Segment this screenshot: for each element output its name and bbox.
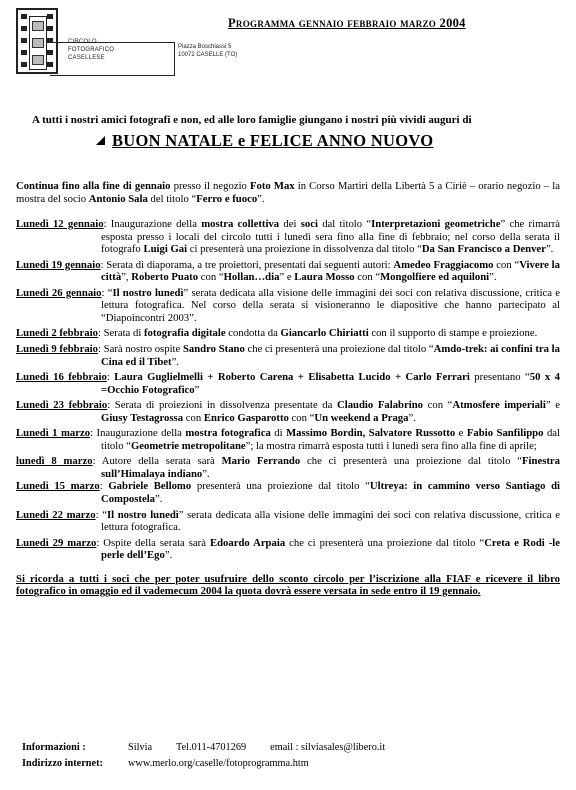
event-entry: [16, 327, 560, 340]
event-highlight: Geometrie metropolitane: [130, 439, 246, 452]
event-highlight: Fabio Sanfilippo: [466, 427, 544, 440]
event-highlight: fotografia digitale: [143, 327, 226, 340]
event-text: : Inaugurazione della: [90, 427, 186, 440]
event-date: Lunedì 12 gennaio: [16, 218, 104, 231]
event-entry: [16, 537, 560, 562]
event-entry: [16, 455, 560, 480]
event-entry: [16, 287, 560, 325]
event-entry: [16, 218, 560, 256]
event-entry: [16, 343, 560, 368]
event-highlight: Massimo Bordin, Salvatore Russotto: [286, 427, 456, 440]
event-highlight: Roberto Puato: [131, 271, 199, 284]
event-highlight: Da San Francisco a Denver: [421, 243, 546, 256]
event-entry: [16, 427, 560, 452]
event-highlight: Interpretazioni geometriche: [371, 218, 501, 231]
event-text: ”.: [164, 549, 173, 562]
coat-of-arms-icon: [29, 16, 47, 70]
event-highlight: Hollan…dia: [223, 271, 280, 284]
event-text: : “: [95, 508, 107, 521]
event-date: Lunedì 29 marzo: [16, 536, 97, 549]
event-text: con “: [288, 411, 315, 424]
event-date: lunedì 8 marzo: [16, 455, 93, 468]
greeting-line: A tutti i nostri amici fotografi e non, ed alle loro famiglie giungano i nostri più vividi auguri di: [32, 114, 472, 126]
event-highlight: Un weekend a Praga: [314, 411, 409, 424]
event-text: presentano “: [469, 371, 530, 384]
event-date: Lunedì 2 febbraio: [16, 327, 98, 340]
event-text: ” e: [545, 399, 560, 412]
event-text: con il supporto di stampe e proiezione.: [368, 327, 538, 340]
event-highlight: Mario Ferrando: [221, 455, 301, 468]
contact-footer: [22, 740, 385, 772]
event-text: ”: [194, 383, 200, 396]
event-text: : Serata di diaporama, a tre proiettori, presentati dai seguenti autori:: [100, 258, 394, 271]
event-highlight: Mongolfiere ed aquiloni: [380, 271, 490, 284]
event-text: e: [455, 427, 467, 440]
event-entry: [16, 480, 560, 505]
event-entry: [16, 509, 560, 534]
event-text: con “: [493, 258, 520, 271]
event-highlight: Giusy Testagrossa: [101, 411, 184, 424]
event-entry: [16, 371, 560, 396]
event-date: Lunedì 19 gennaio: [16, 258, 101, 271]
event-date: Lunedì 15 marzo: [16, 480, 100, 493]
event-date: Lunedì 16 febbraio: [16, 371, 107, 384]
event-text: : Autore della serata sarà: [92, 455, 222, 468]
event-highlight: Sandro Stano: [182, 343, 245, 356]
event-highlight: 50 x 4 =Occhio Fotografico: [101, 371, 560, 396]
event-highlight: soci: [300, 218, 318, 231]
event-text: che ci presenterà una proiezione dal titolo “: [244, 343, 434, 356]
event-highlight: Edoardo Arpaia: [209, 536, 286, 549]
event-text: : Serata di proiezioni in dissolvenza presentate da: [107, 399, 338, 412]
website-link[interactable]: www.merlo.org/caselle/fotoprogramma.htm: [128, 758, 309, 769]
event-text: ”.: [155, 493, 163, 506]
event-text: ” e: [279, 271, 295, 284]
event-entry: [16, 399, 560, 424]
event-text: dei: [279, 218, 301, 231]
event-highlight: Creta e Rodi -le perle dell’Ego: [101, 536, 560, 562]
event-highlight: Laura Guglielmelli + Roberto Carena + Elisabetta Lucido + Carlo Ferrari: [114, 371, 470, 384]
event-text: :: [106, 371, 115, 384]
event-highlight: Luigi Gai: [143, 243, 188, 256]
event-highlight: Il nostro lunedì: [106, 508, 179, 521]
event-text: ”.: [202, 467, 210, 480]
event-highlight: Laura Mosso: [294, 271, 355, 284]
event-date: Lunedì 1 marzo: [16, 427, 91, 440]
triangle-icon: [96, 136, 105, 145]
event-text: ”.: [171, 355, 179, 368]
holiday-wishes: BUON NATALE e FELICE ANNO NUOVO: [96, 131, 433, 151]
event-text: dal titolo “: [317, 218, 372, 231]
event-text: : Inaugurazione della: [103, 218, 202, 231]
event-text: presenterà una proiezione dal titolo “: [191, 480, 370, 493]
event-text: ” serata dedicata alla visione delle immagini dei soci con relativa discussione, critica e lettura fotografica.: [101, 508, 560, 534]
event-text: : Sarà nostro ospite: [97, 343, 183, 356]
event-text: dal titolo “: [101, 427, 560, 452]
club-name: CIRCOLO FOTOGRAFICO CASELLESE: [68, 39, 115, 61]
event-highlight: Giancarlo Chiriatti: [280, 327, 369, 340]
event-text: di: [270, 427, 287, 440]
info-row: Informazioni : Silvia Tel.011-4701269 email : silviasales@libero.it: [22, 742, 386, 753]
event-text: :: [99, 480, 109, 493]
event-highlight: Atmosfere imperiali: [452, 399, 546, 412]
event-date: Lunedì 22 marzo: [16, 508, 96, 521]
event-text: che ci presenterà una proiezione dal titolo “: [300, 455, 523, 468]
event-highlight: Finestra sull’Himalaya indiano: [101, 455, 561, 480]
email-link[interactable]: silviasales@libero.it: [301, 742, 386, 753]
event-text: ci presenterà una proiezione in dissolvenza dal titolo “: [187, 243, 422, 256]
event-text: ”.: [489, 271, 497, 284]
event-text: ”,: [121, 271, 132, 284]
event-highlight: Claudio Falabrino: [337, 399, 423, 412]
event-highlight: Ultreya: in cammino verso Santiago di Compostela: [101, 480, 560, 506]
event-text: ”; la mostra rimarrà esposta tutti i lunedì sera fino alla fine di aprile;: [245, 439, 537, 452]
event-highlight: Gabriele Bellomo: [108, 480, 192, 493]
web-row: Indirizzo internet: www.merlo.org/caselle/fotoprogramma.htm: [22, 758, 309, 769]
event-entry: [16, 259, 560, 284]
event-text: ”.: [545, 243, 554, 256]
membership-note: Si ricorda a tutti i soci che per poter usufruire dello sconto circolo per l’iscrizione alla FIAF e ricevere il libro fotografico in omaggio ed il vademecum 2004 la quota dovrà essere versata in sede entro il 19 gennaio.: [16, 572, 560, 598]
event-text: : Ospite della serata sarà: [96, 536, 210, 549]
event-highlight: Vivere la città: [101, 258, 560, 284]
event-list: [16, 218, 560, 562]
event-text: con: [183, 411, 204, 424]
event-text: ”.: [408, 411, 416, 424]
event-date: Lunedì 9 febbraio: [16, 343, 98, 356]
page-title: Programma gennaio febbraio marzo 2004: [228, 16, 466, 30]
intro-paragraph: Continua fino alla fine di gennaio presso il negozio Foto Max in Corso Martiri della Libertà 5 a Ciriè – orario negozio – la mostra del socio Antonio Sala del titolo “Ferro e fuoco”.: [16, 180, 560, 205]
event-highlight: mostra fotografica: [185, 427, 271, 440]
event-text: con “: [354, 271, 381, 284]
event-highlight: Amedeo Fraggiacomo: [393, 258, 494, 271]
event-text: con “: [423, 399, 453, 412]
club-logo: [16, 8, 176, 76]
event-text: condotta da: [225, 327, 281, 340]
event-highlight: Il nostro lunedì: [112, 286, 184, 299]
club-address: Piazza Boschiassi 5 10072 CASELLE (TO): [178, 44, 238, 58]
event-text: ” serata dedicata alla visione delle immagini dei soci con relativa discussione, critica e lettura fotografica. Nel corso della serata si visioneranno le diapositive che hanno partecipato al “Diapoincontri 2003”.: [101, 286, 561, 324]
program-body: [16, 180, 560, 598]
event-highlight: Enrico Gasparotto: [203, 411, 289, 424]
event-highlight: Amdo-trek: ai confini tra la Cina ed il Tibet: [101, 343, 560, 368]
event-text: con “: [198, 271, 224, 284]
event-text: : “: [101, 286, 113, 299]
event-text: che ci presenterà una proiezione dal titolo “: [285, 536, 485, 549]
event-date: Lunedì 23 febbraio: [16, 399, 108, 412]
event-text: : Serata di: [97, 327, 144, 340]
event-text: ” che rimarrà esposta presso i locali del circolo tutti i lunedì sera fino alla fine di febbraio; nel corso della serata il fotografo: [101, 218, 560, 256]
event-date: Lunedì 26 gennaio: [16, 286, 102, 299]
event-highlight: mostra collettiva: [201, 218, 280, 231]
